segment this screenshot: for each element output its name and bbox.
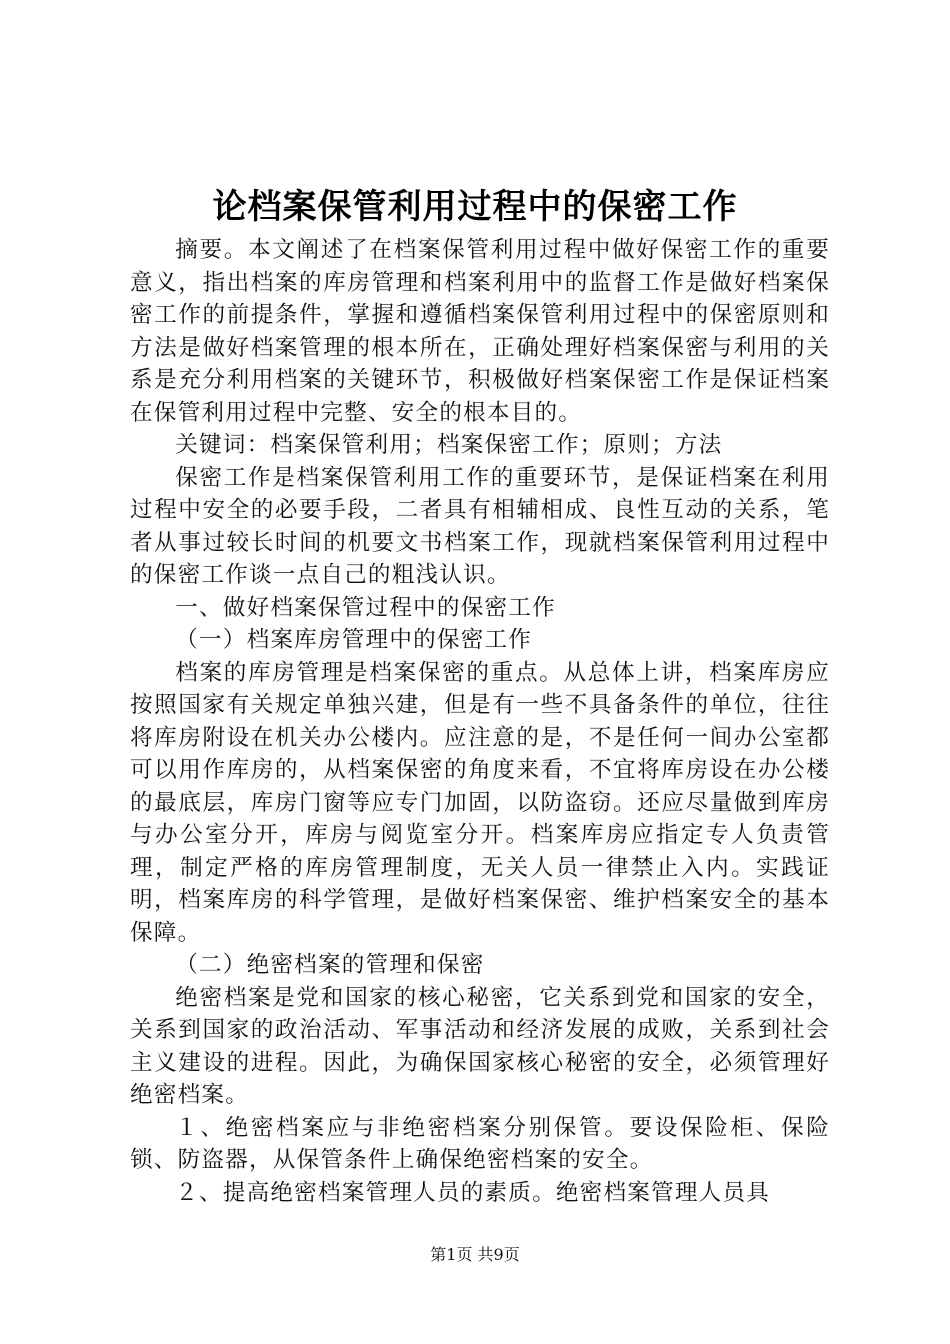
subsection-heading-2: （二）绝密档案的管理和保密 xyxy=(175,952,485,978)
paragraph-storage: 档案的库房管理是档案保密的重点。从总体上讲，档案库房应按照国家有关规定单独兴建，但是有一些不具备条件的单位，往往将库房附设在机关办公楼内。应注意的是，不是任何一间办公室都可以用作库房的，从档案保密的角度来看，不宜将库房设在办公楼的最底层，库房门窗等应专门加固，以防盗窃。还应尽量做到库房与办公室分开，库房与阅览室分开。档案库房应指定专人负责管理，制定严格的库房管理制度，无关人员一律禁止入内。实践证明，档案库房的科学管理，是做好档案保密、维护档案安全的基本保障。 xyxy=(130,659,830,946)
list-item-2: ２、提高绝密档案管理人员的素质。绝密档案管理人员具 xyxy=(175,1179,771,1206)
document-title: 论档案保管利用过程中的保密工作 xyxy=(212,187,738,227)
subsection-heading-1: （一）档案库房管理中的保密工作 xyxy=(175,627,533,653)
page-number-footer: 第1页 共9页 xyxy=(430,1245,520,1264)
paragraph-intro: 保密工作是档案保管利用工作的重要环节，是保证档案在利用过程中安全的必要手段，二者具有相辅相成、良性互动的关系，笔者从事过较长时间的机要文书档案工作，现就档案保管利用过程中的保密工作谈一点自己的粗浅认识。 xyxy=(130,464,830,588)
section-heading-1: 一、做好档案保管过程中的保密工作 xyxy=(175,594,556,621)
paragraph-abstract: 摘要。本文阐述了在档案保管利用过程中做好保密工作的重要意义，指出档案的库房管理和档案利用中的监督工作是做好档案保密工作的前提条件，掌握和遵循档案保管利用过程中的保密原则和方法是做好档案管理的根本所在，正确处理好档案保密与利用的关系是充分利用档案的关键环节，积极做好档案保密工作是保证档案在保管利用过程中完整、安全的根本目的。 xyxy=(130,237,830,426)
document-body xyxy=(130,234,830,1209)
paragraph-top-secret: 绝密档案是党和国家的核心秘密，它关系到党和国家的安全，关系到国家的政治活动、军事活动和经济发展的成败，关系到社会主义建设的进程。因此，为确保国家核心秘密的安全，必须管理好绝密档案。 xyxy=(130,984,830,1108)
list-item-1: １、绝密档案应与非绝密档案分别保管。要设保险柜、保险锁、防盗器，从保管条件上确保绝密档案的安全。 xyxy=(130,1114,830,1173)
paragraph-keywords: 关键词：档案保管利用；档案保密工作；原则；方法 xyxy=(175,432,723,458)
